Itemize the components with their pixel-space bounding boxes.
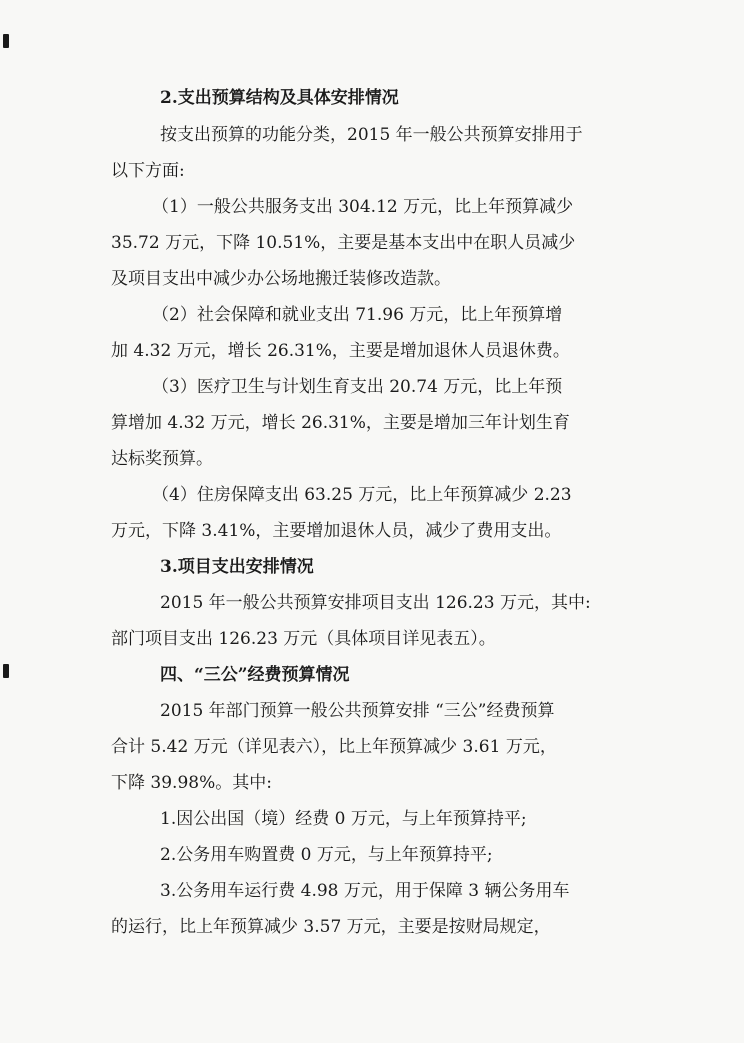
paragraph-line: 合计 5.42 万元（详见表六），比上年预算减少 3.61 万元， [111, 737, 557, 757]
paragraph-line: 3.公务用车运行费 4.98 万元，用于保障 3 辆公务用车 [160, 881, 570, 901]
paragraph-line: （2）社会保障和就业支出 71.96 万元，比上年预算增 [152, 305, 563, 325]
paragraph-line: 2.公务用车购置费 0 万元，与上年预算持平; [160, 845, 493, 865]
paragraph-line: （1）一般公共服务支出 304.12 万元，比上年预算减少 [152, 197, 574, 217]
paragraph-line: 算增加 4.32 万元，增长 26.31%，主要是增加三年计划生育 [111, 413, 570, 433]
paragraph-line: 及项目支出中减少办公场地搬迁装修改造款。 [111, 269, 451, 289]
paragraph-line: 的运行，比上年预算减少 3.57 万元，主要是按财局规定， [111, 917, 551, 937]
paragraph-line: 以下方面: [111, 161, 185, 181]
paragraph-line: （4）住房保障支出 63.25 万元，比上年预算减少 2.23 [152, 485, 572, 505]
paragraph-line: 加 4.32 万元，增长 26.31%，主要是增加退休人员退休费。 [111, 341, 570, 361]
paragraph-line: 万元，下降 3.41%，主要增加退休人员，减少了费用支出。 [111, 521, 562, 541]
paragraph-line: 下降 39.98%。其中: [111, 773, 272, 793]
binding-hole-mark [3, 664, 9, 678]
paragraph-line: 2015 年部门预算一般公共预算安排 “三公”经费预算 [160, 701, 555, 721]
paragraph-line: 2015 年一般公共预算安排项目支出 126.23 万元，其中: [160, 593, 591, 613]
paragraph-line: 1.因公出国（境）经费 0 万元，与上年预算持平; [160, 809, 527, 829]
paragraph-line: 35.72 万元，下降 10.51%，主要是基本支出中在职人员减少 [111, 233, 576, 253]
section-heading-three-public-expenses: 四、“三公”经费预算情况 [160, 665, 350, 685]
paragraph-line: （3）医疗卫生与计划生育支出 20.74 万元，比上年预 [152, 377, 563, 397]
paragraph-line: 部门项目支出 126.23 万元（具体项目详见表五）。 [111, 629, 496, 649]
binding-hole-mark [3, 34, 9, 48]
section-heading-project-expenditure: 3.项目支出安排情况 [160, 557, 314, 577]
section-heading-expenditure-structure: 2.支出预算结构及具体安排情况 [160, 88, 399, 108]
paragraph-line: 按支出预算的功能分类，2015 年一般公共预算安排用于 [160, 125, 583, 145]
paragraph-line: 达标奖预算。 [111, 449, 213, 469]
